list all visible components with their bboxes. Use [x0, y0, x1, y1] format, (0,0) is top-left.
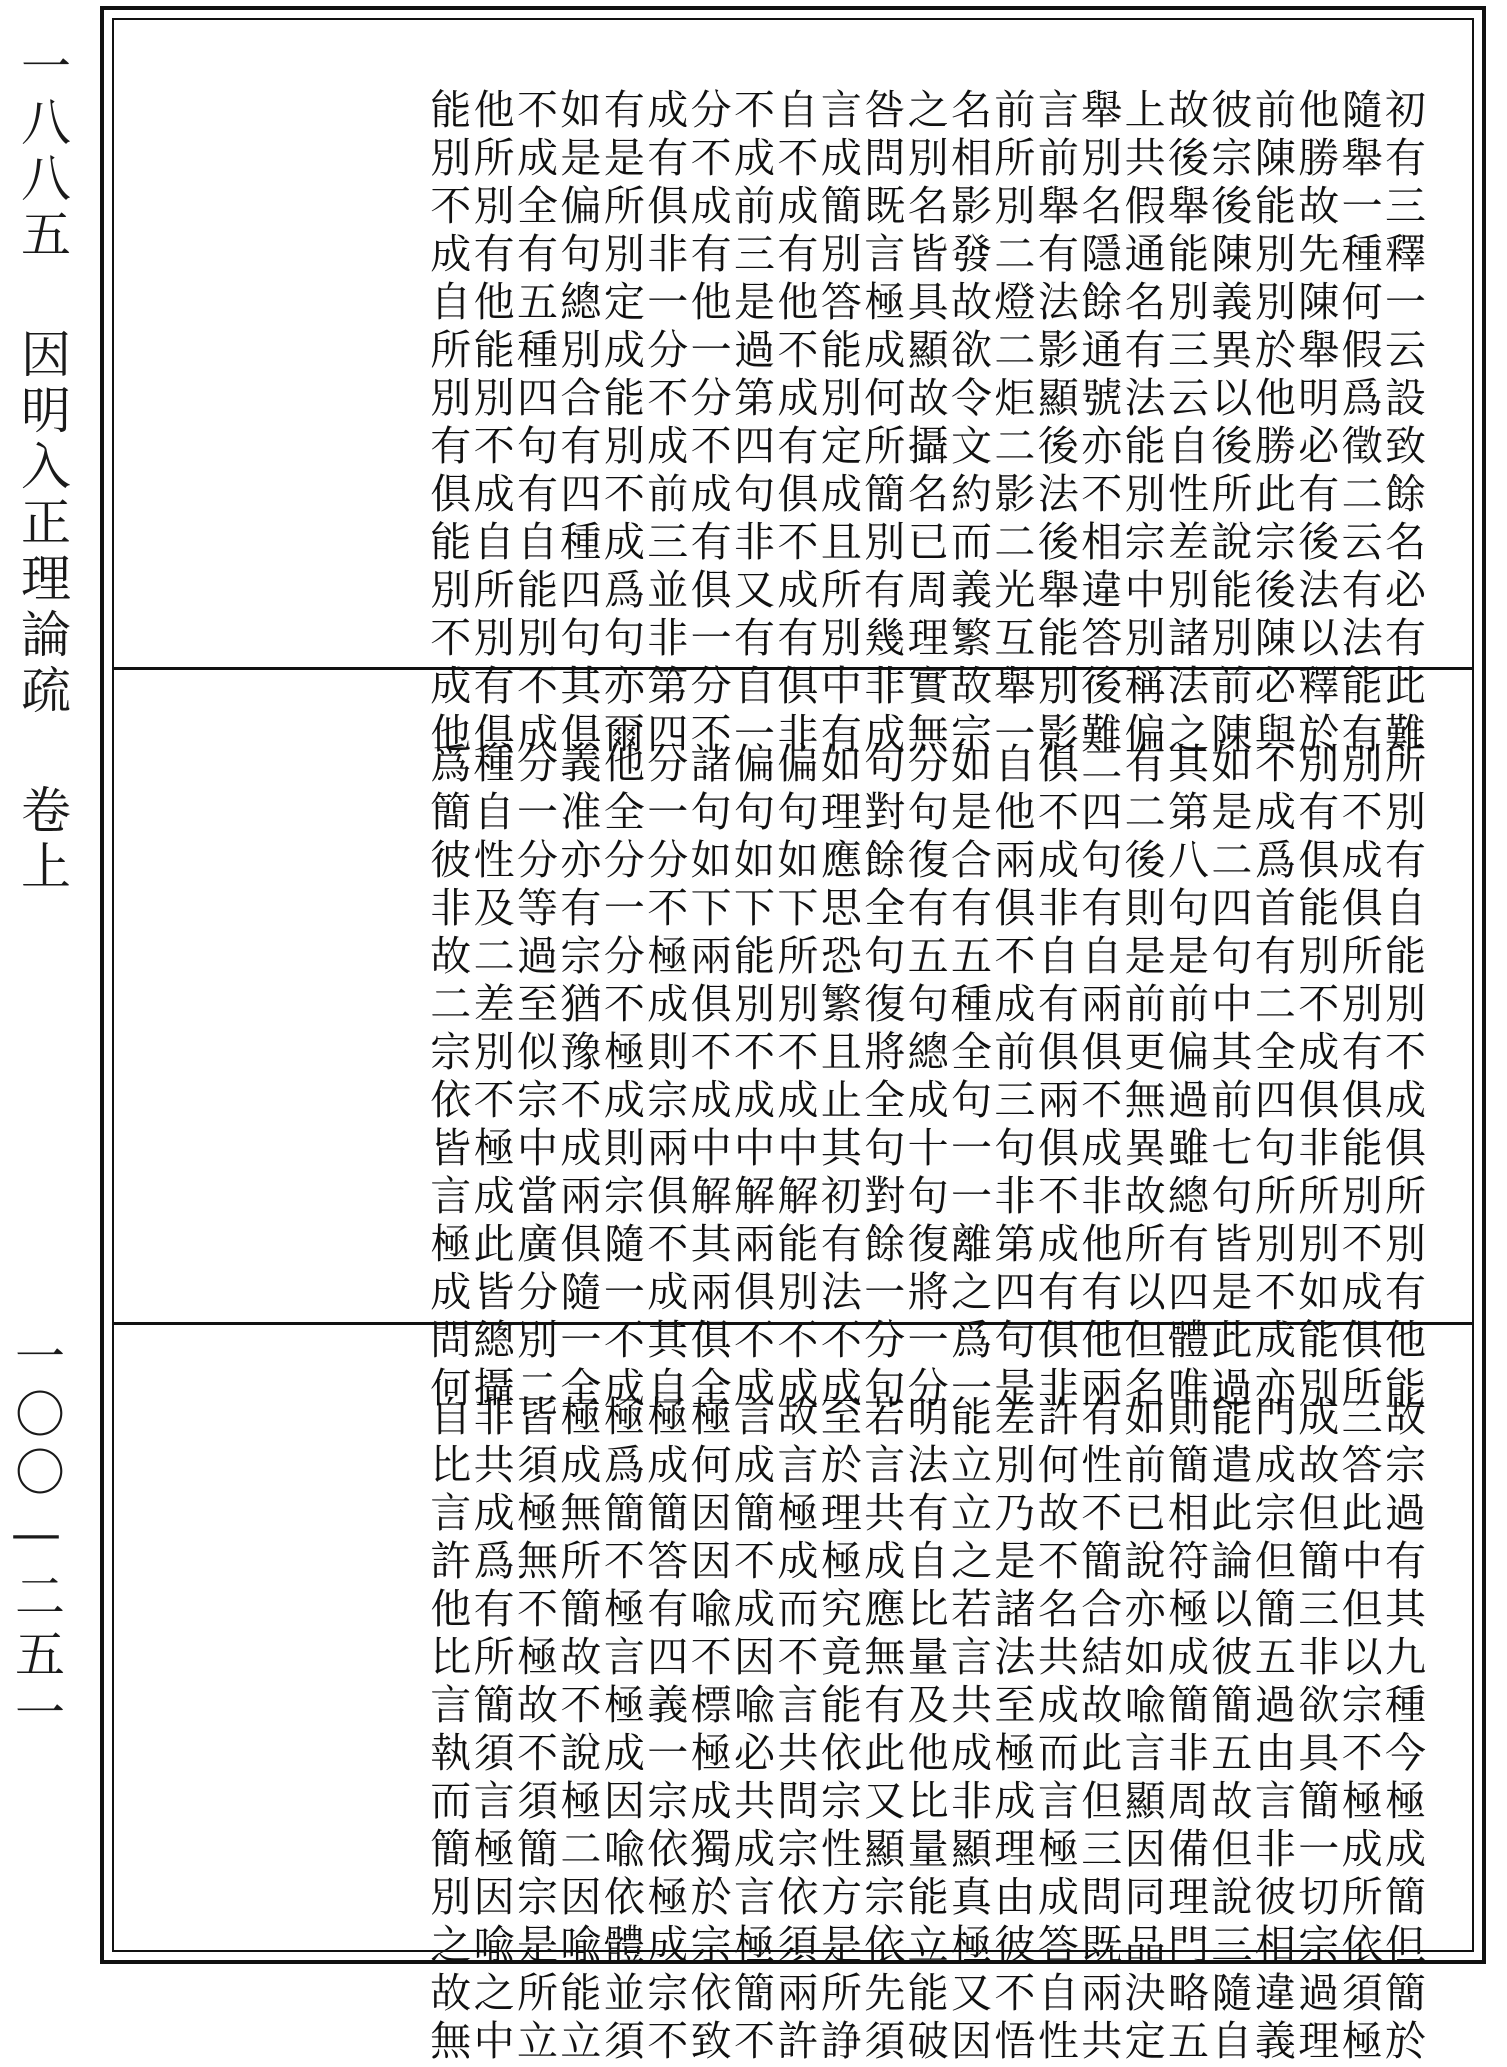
text-column: 極何因因喩不標極成獨於宗依致: [683, 1395, 732, 2067]
text-column: 其第八句是前偏過雖總有四體唯: [1161, 742, 1209, 1414]
text-column: 差別乃是諸法至極成理由彼不悟: [987, 1395, 1036, 2067]
text-column: 他全分一分不極成則宗隨一不成: [596, 742, 645, 1414]
text-column: 咎問既言極成何所簡別有幾非成: [857, 88, 906, 760]
text-column: 俱不成非自有俱兩俱不成有俱非: [1030, 742, 1079, 1414]
text-column: 偏句如下能別不成中解兩俱不成: [727, 742, 775, 1414]
margin-book-title: 一八八五 因明入正理論疏 卷上: [13, 40, 71, 896]
text-panel-3: [114, 1325, 1472, 2067]
text-column: 不成爲首有二全四句所別不成亦: [1247, 742, 1296, 1414]
text-column: 上共假通名有法能別宗中別稱偏: [1117, 88, 1166, 760]
text-column: 非共成爲有所簡須言極因喩之中: [466, 1395, 515, 2067]
text-column: 門成宗但簡五過由言非彼相違義: [1247, 1395, 1296, 2067]
text-column: 舉別名隱餘通號亦不相違答後難: [1074, 88, 1123, 760]
text-column: 明法有自比量及他比量能立能破: [900, 1395, 949, 2067]
text-column: 能立立之若言共成非顯真極又因: [944, 1395, 992, 2067]
text-column: 成故但簡三非欲具簡一切宗過理: [1291, 1395, 1340, 2067]
text-column: 若言共成應無有此又顯宗依先須: [857, 1395, 906, 2067]
text-column: 有二後則是前更無異故所以但名: [1117, 742, 1166, 1414]
text-column: 他所別有他能別不成自所別有俱: [466, 88, 515, 760]
text-column: 之別名皆具顯故攝名已周理實無: [900, 88, 949, 760]
text-column: 諸句如下兩俱不成中解其兩俱全: [683, 742, 732, 1414]
text-column: 言成簡不成因喩必共成言極簡不: [727, 1395, 775, 2067]
text-column: 不成全有五種四句有自能別不成: [510, 88, 558, 760]
text-column: 如是偏句總別合有四種四句其俱: [553, 88, 602, 760]
text-column: 別不成俱所別有俱能別不成俱所: [1334, 742, 1383, 1414]
page-frame: [100, 6, 1486, 2067]
text-column: 前陳能別別於他勝此宗後陳必與: [1247, 88, 1296, 760]
text-column: 皆須極無不極故不須簡宗是所立: [510, 1395, 558, 2067]
text-column: 分句復有五句總成十句復將一分: [900, 742, 949, 1414]
text-column: 二四句有自兩俱不成非他有他兩: [1074, 742, 1123, 1414]
text-column: 能別不成自所別有俱能別不成他: [423, 88, 472, 760]
text-column: 如前已說亦如喩言顯因同品決定: [1117, 1395, 1166, 2067]
text-column: 極爲簡不極言極成因喩依體並須: [596, 1395, 645, 2067]
text-column: 許何故不名共成而言極成答自性: [1030, 1395, 1079, 2067]
text-column: 言前舉有法影顯後法後舉能別影: [1030, 88, 1079, 760]
text-column: 名相影發故欲令文約而義繁故宗: [944, 88, 992, 760]
text-column: 有是所別定成能別不成爲句亦爾: [596, 88, 645, 760]
text-column: 成有俱非一分不成前三並非第四: [640, 88, 689, 760]
text-column: 自比言許他比言執而簡別之故無: [423, 1395, 472, 2067]
text-column: 分不成有他一分不成有俱一分不: [683, 88, 732, 760]
text-column: 至於理極究竟能依宗性方是所諍: [813, 1395, 862, 2067]
text-panel-2: [114, 670, 1472, 1414]
text-column: 自不成有他不成有俱不成有俱非: [770, 88, 819, 760]
text-column: 能遣此論以彼簡五故但說三隨自: [1204, 1395, 1253, 2067]
text-column: 不成前三是過第四句非又有自一: [727, 88, 775, 760]
text-column: 分一分不極成則宗兩俱不成其自: [640, 742, 689, 1414]
text-column: 言成簡別答能別定成且所別中有: [813, 88, 862, 760]
text-column: 隨舉一種何假爲徵二云有法能有: [1334, 88, 1383, 760]
text-column: 他勝故先陳舉明必有後法以釋於: [1291, 88, 1340, 760]
text-column: 三答此中但以宗不極成所依須極: [1334, 1395, 1383, 2067]
text-column: 極成簡答有四義一宗依極成宗不: [640, 1395, 689, 2067]
page-frame-inner: [112, 18, 1474, 2067]
text-column: 別有俱能別不成俱非所別如能別: [1291, 742, 1340, 1414]
text-column: 義准亦有宗猶豫不成兩俱隨一全: [553, 742, 602, 1414]
text-column: 分一分等過至似宗中當廣分別二: [510, 742, 558, 1414]
text-column: 偏句如下所別不成中解能別不成: [770, 742, 819, 1414]
text-column: 自他兩俱不成前三句非第四句是: [987, 742, 1036, 1414]
text-column: 則簡相符極成簡非周備理門略五: [1161, 1395, 1209, 2067]
text-panel-1: [114, 20, 1472, 760]
text-column: 爲簡彼非故二宗依皆言極成問何: [423, 742, 472, 1414]
text-column: 如是二四句中其前七句皆是此過: [1204, 742, 1253, 1414]
text-column: 故宗過有其九種今極成簡但簡於: [1378, 1395, 1426, 2067]
text-column: 有性不簡合結故此但三問既兩共: [1074, 1395, 1123, 2067]
text-column: 前所別二燈二炬二影二光互舉一: [987, 88, 1036, 760]
text-column: 彼宗後陳義異以後所說能別前陳: [1204, 88, 1253, 760]
text-column: 故言極成而不言共問宗依須兩許: [770, 1395, 819, 2067]
text-column: 極成無所簡故不說極二因喩能立: [553, 1395, 602, 2067]
text-column: 種自性及二差別不極成此皆總攝: [466, 742, 515, 1414]
text-column: 初有三釋一云設致餘名必有此難: [1378, 88, 1426, 760]
text-column: 如理應思恐繁且止其初有法不成: [813, 742, 862, 1414]
text-column: 故後舉能別三云自性差別諸法之: [1161, 88, 1209, 760]
margin-page-number: 一〇〇—二五一: [7, 1330, 65, 1744]
text-column: 句對餘全句復將全句對餘一分句: [857, 742, 906, 1414]
text-column: 所別有自能別不成俱所別有他能: [1378, 742, 1426, 1414]
text-column: 如是合有五種全句一一離之爲一: [944, 742, 992, 1414]
